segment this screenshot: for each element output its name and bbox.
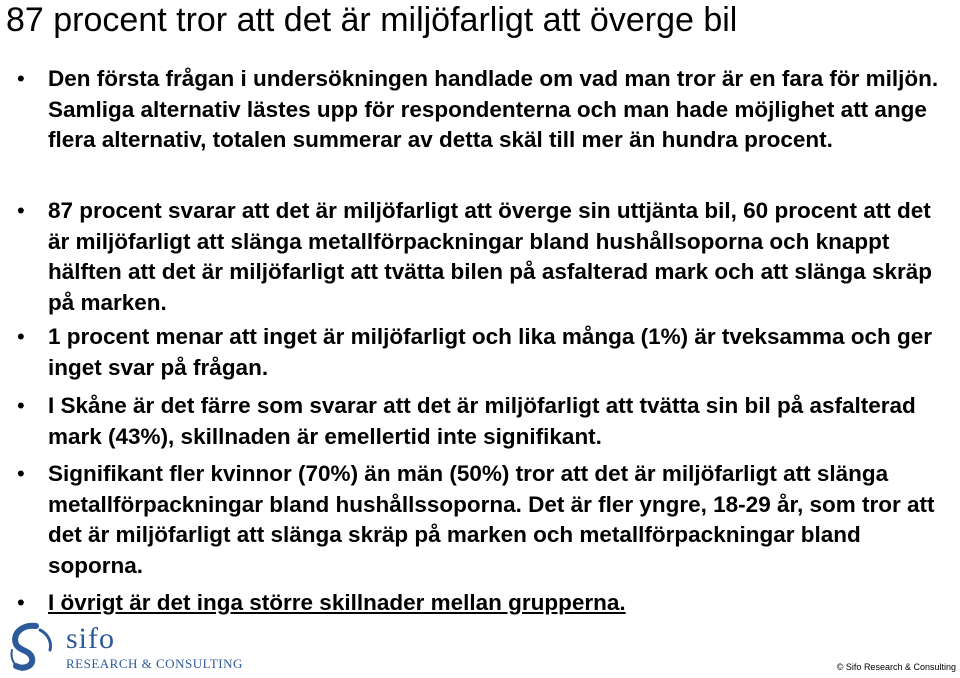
bullet-text: I Skåne är det färre som svarar att det är miljöfarligt att tvätta sin bil på asfalterad mark (43%), skillnaden är emellertid inte signifikant.: [48, 393, 916, 449]
bullet-icon: •: [17, 66, 25, 91]
bullet-icon: •: [17, 590, 25, 615]
bullet-text: 87 procent svarar att det är miljöfarligt att överge sin uttjänta bil, 60 procent att det är miljöfarligt att slänga metallförpackningar bland hushållsoporna och knappt hälften att det är miljöfarligt att tvätta bilen på asfalterad mark och att slänga skräp på marken.: [48, 198, 932, 315]
bullet-text: I övrigt är det inga större skillnader mellan grupperna.: [48, 590, 626, 615]
bullet-text: 1 procent menar att inget är miljöfarligt och lika många (1%) är tveksamma och ger inget svar på frågan.: [48, 324, 933, 380]
logo-wordmark: sifo: [66, 622, 115, 655]
bullet-icon: •: [17, 393, 25, 418]
bullet-item: [17, 588, 953, 619]
slide-title: 87 procent tror att det är miljöfarligt att överge bil: [6, 1, 738, 39]
bullet-icon: •: [17, 324, 25, 349]
sifo-logo-icon: [6, 620, 66, 676]
bullet-icon: •: [17, 461, 25, 486]
bullet-item: [17, 64, 953, 156]
copyright-text: © Sifo Research & Consulting: [836, 662, 956, 672]
bullet-text: Den första frågan i undersökningen handlade om vad man tror är en fara för miljön. Samliga alternativ lästes upp för respondenterna och man hade möjlighet att ange flera alternativ, totalen summerar av detta skäl till mer än hundra procent.: [48, 66, 939, 152]
bullet-item: [17, 196, 953, 318]
bullet-text: Signifikant fler kvinnor (70%) än män (50%) tror att det är miljöfarligt att slänga metallförpackningar bland hushållssoporna. Det är fler yngre, 18-29 år, som tror att det är miljöfarligt att slänga skräp på marken och metallförpackningar bland soporna.: [48, 461, 935, 578]
bullet-item: [17, 322, 953, 383]
logo-subtitle: RESEARCH & CONSULTING: [66, 656, 243, 671]
bullet-icon: •: [17, 198, 25, 223]
bullet-item: [17, 391, 953, 452]
bullet-item: [17, 459, 953, 581]
